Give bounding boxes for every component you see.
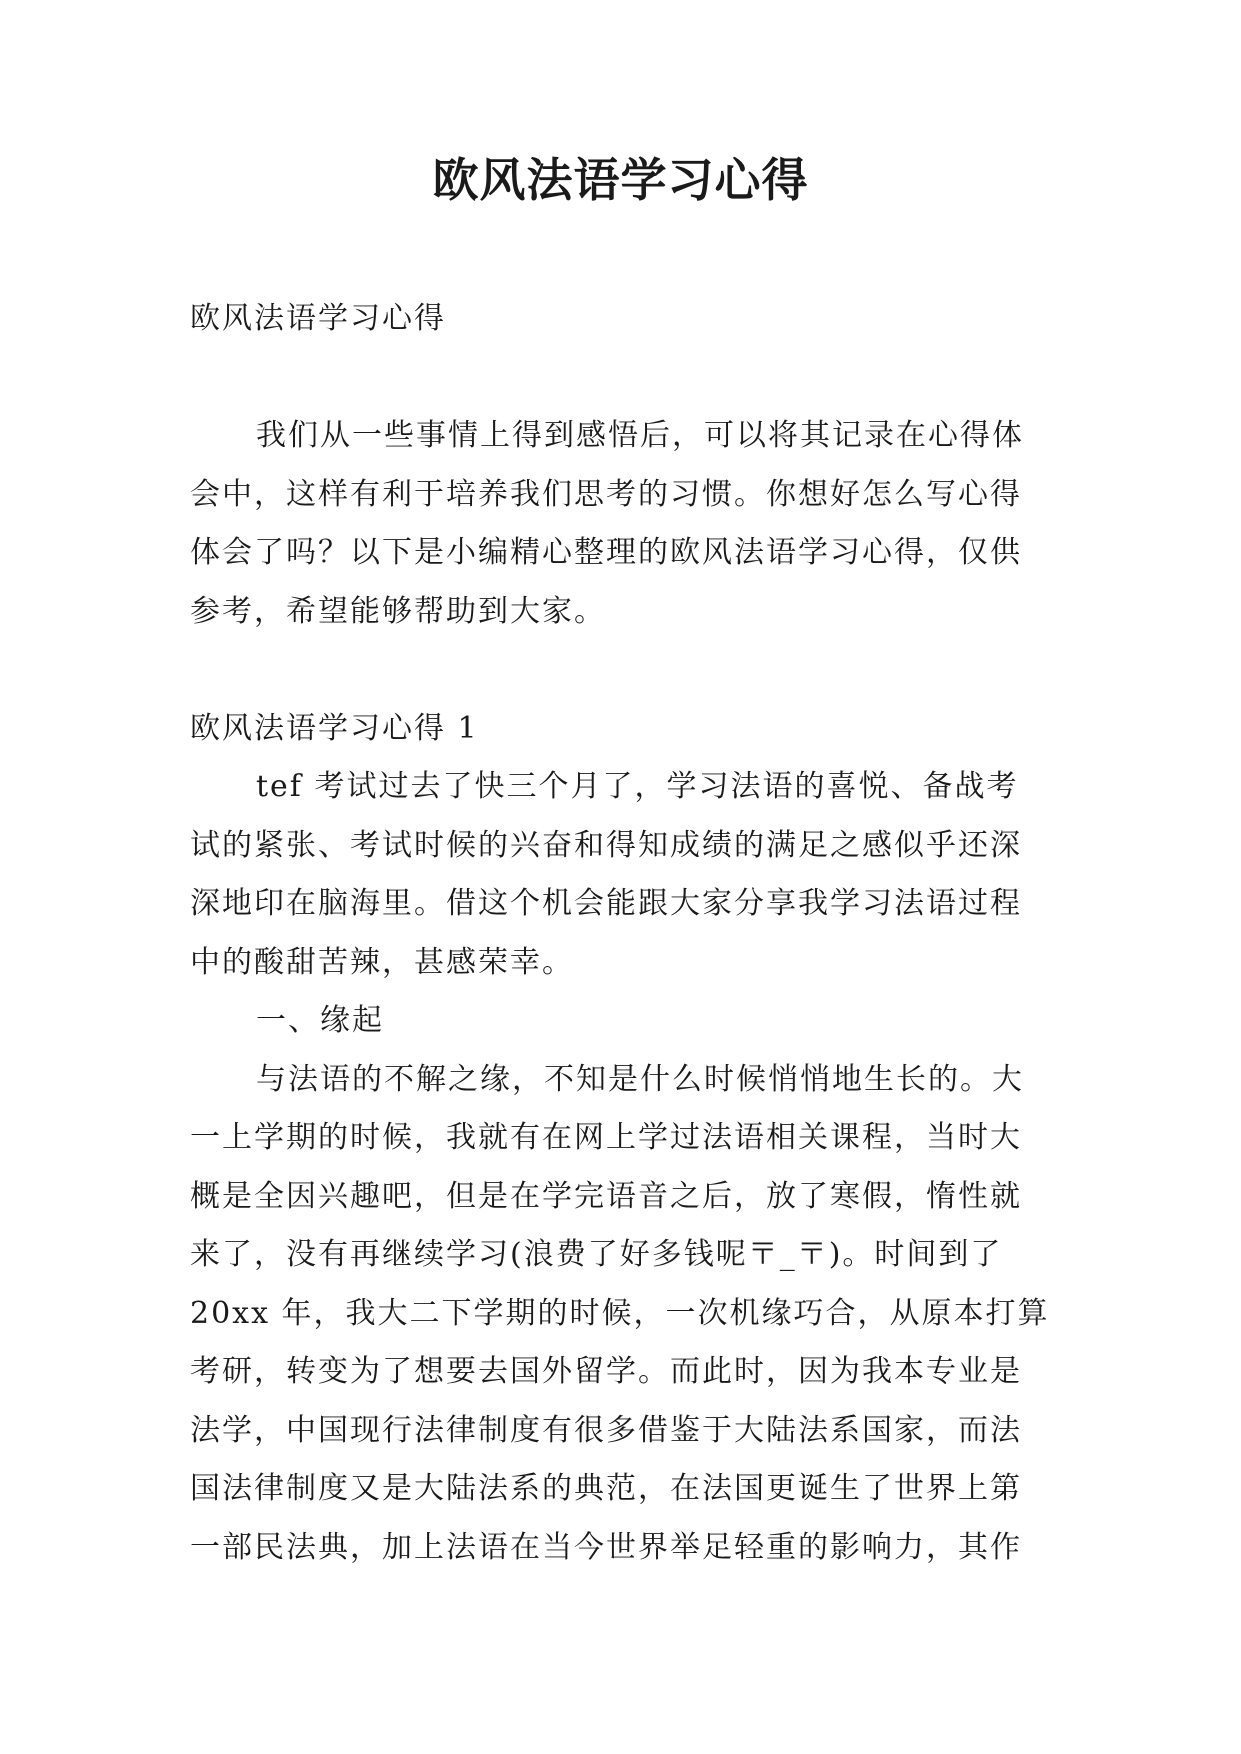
paragraph-line: 中的酸甜苦辣，甚感荣幸。 [190, 944, 574, 980]
paragraph-line: 一上学期的时候，我就有在网上学过法语相关课程，当时大 [190, 1120, 1022, 1155]
blank-line [190, 349, 1055, 408]
paragraph-line: 深地印在脑海里。借这个机会能跟大家分享我学习法语过程 [190, 886, 1022, 921]
paragraph-line: 一部民法典，加上法语在当今世界举足轻重的影响力，其作 [190, 1529, 1022, 1565]
paragraph-line: 考研，转变为了想要去国外留学。而此时，因为我本专业是 [190, 1354, 1022, 1389]
paragraph-line: 试的紧张、考试时候的兴奋和得知成绩的满足之感似乎还深 [190, 827, 1022, 863]
document-body [190, 290, 1055, 1577]
paragraph-line: 来了，没有再继续学习(浪费了好多钱呢〒_〒)。时间到了 [190, 1237, 1003, 1272]
intro-line: 我们从一些事情上得到感悟后，可以将其记录在心得体 [256, 418, 1024, 453]
subheading: 一、缘起 [256, 1003, 384, 1038]
document-subtitle: 欧风法语学习心得 [190, 301, 446, 336]
paragraph-line: 与法语的不解之缘，不知是什么时候悄悄地生长的。大 [256, 1061, 1024, 1097]
intro-line: 体会了吗？以下是小编精心整理的欧风法语学习心得，仅供 [190, 535, 1022, 570]
paragraph-line: 20xx 年，我大二下学期的时候，一次机缘巧合，从原本打算 [190, 1295, 1050, 1331]
paragraph-line: 法学，中国现行法律制度有很多借鉴于大陆法系国家，而法 [190, 1412, 1022, 1448]
paragraph-line: tef 考试过去了快三个月了，学习法语的喜悦、备战考 [256, 769, 1019, 804]
paragraph-line: 国法律制度又是大陆法系的典范，在法国更诞生了世界上第 [190, 1471, 1022, 1506]
blank-line [190, 641, 1055, 700]
paragraph-line: 概是全因兴趣吧，但是在学完语音之后，放了寒假，惰性就 [190, 1178, 1022, 1214]
intro-line: 会中，这样有利于培养我们思考的习惯。你想好怎么写心得 [190, 476, 1022, 512]
intro-line: 参考，希望能够帮助到大家。 [190, 593, 606, 629]
document-title: 欧风法语学习心得 [432, 153, 809, 207]
section-heading: 欧风法语学习心得 1 [190, 710, 479, 746]
